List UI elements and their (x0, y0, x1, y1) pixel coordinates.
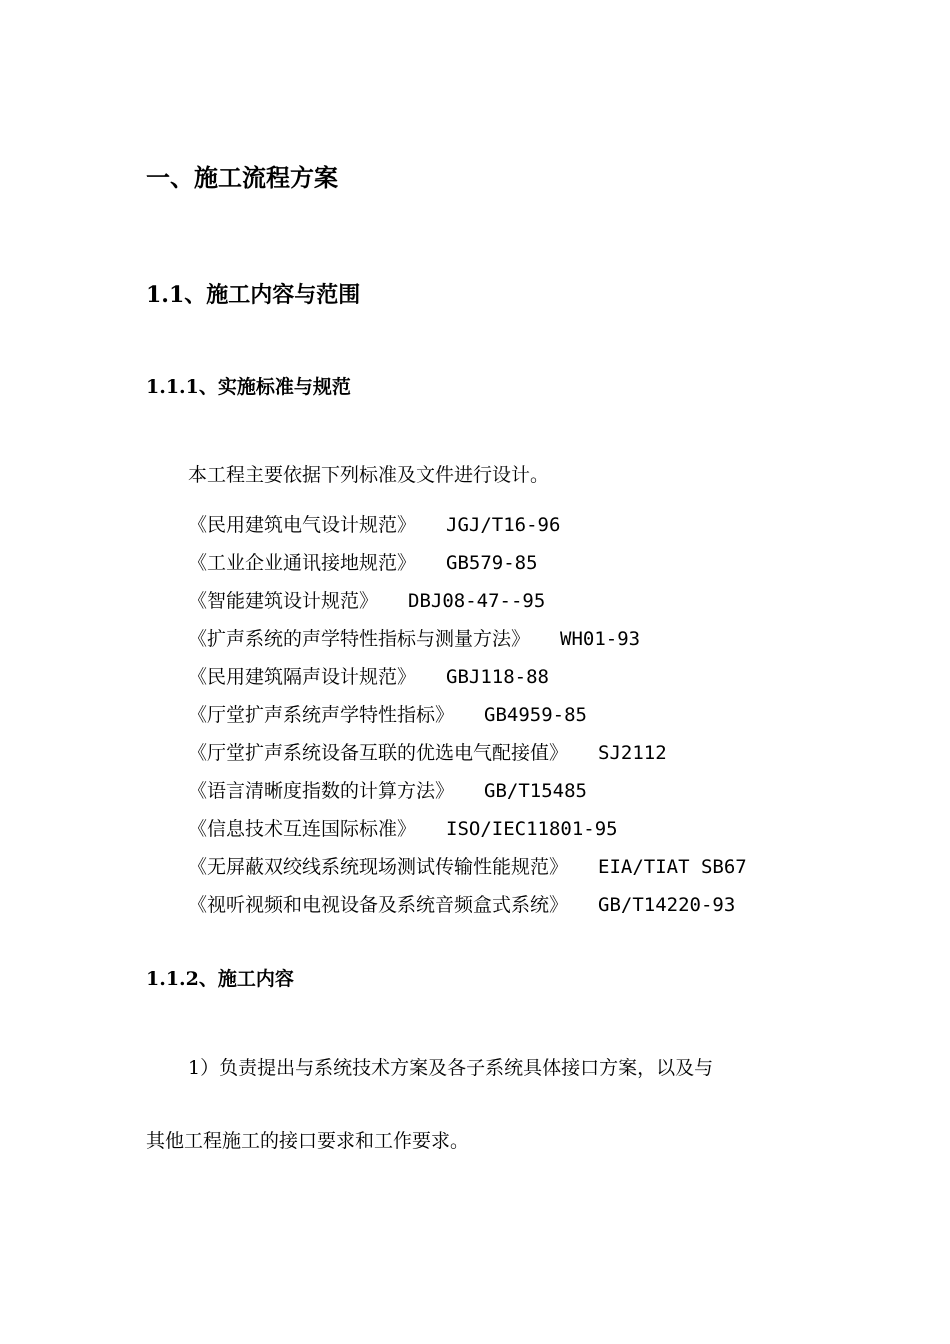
standard-name: 《视听视频和电视设备及系统音频盒式系统》 (188, 894, 569, 916)
standard-code: GB/T14220-93 (598, 894, 736, 916)
standard-item (188, 814, 747, 852)
standard-code: GB4959-85 (484, 704, 587, 726)
standard-item (188, 510, 747, 548)
subsection-heading-1-1-2: 1.1.2、施工内容 (146, 968, 294, 990)
standard-item (188, 852, 747, 890)
standard-name: 《扩声系统的声学特性指标与测量方法》 (188, 628, 531, 650)
standard-name: 《信息技术互连国际标准》 (188, 818, 417, 840)
standard-name: 《无屏蔽双绞线系统现场测试传输性能规范》 (188, 856, 569, 878)
standard-item (188, 624, 747, 662)
standard-code: GBJ118-88 (446, 666, 549, 688)
standard-code: ISO/IEC11801-95 (446, 818, 618, 840)
standard-name: 《智能建筑设计规范》 (188, 590, 379, 612)
chapter-heading: 一、施工流程方案 (146, 163, 338, 192)
standard-item (188, 662, 747, 700)
standard-name: 《厅堂扩声系统声学特性指标》 (188, 704, 455, 726)
standard-code: DBJ08-47--95 (408, 590, 546, 612)
standard-name: 《民用建筑电气设计规范》 (188, 514, 417, 536)
standard-code: SJ2112 (598, 742, 667, 764)
standard-code: JGJ/T16-96 (446, 514, 561, 536)
standard-name: 《语言清晰度指数的计算方法》 (188, 780, 455, 802)
standard-item (188, 700, 747, 738)
standard-item (188, 586, 747, 624)
section-heading-1-1: 1.1、施工内容与范围 (146, 282, 361, 308)
intro-paragraph: 本工程主要依据下列标准及文件进行设计。 (188, 464, 550, 486)
standard-name: 《厅堂扩声系统设备互联的优选电气配接值》 (188, 742, 569, 764)
standards-list (188, 510, 747, 928)
standard-code: GB579-85 (446, 552, 538, 574)
standard-item (188, 776, 747, 814)
subsection-heading-1-1-1: 1.1.1、实施标准与规范 (146, 376, 351, 398)
standard-item (188, 890, 747, 928)
standard-name: 《民用建筑隔声设计规范》 (188, 666, 417, 688)
standard-code: WH01-93 (560, 628, 641, 650)
standard-code: EIA/TIAT SB67 (598, 856, 747, 878)
standard-item (188, 738, 747, 776)
standard-item (188, 548, 747, 586)
standard-code: GB/T15485 (484, 780, 587, 802)
standard-name: 《工业企业通讯接地规范》 (188, 552, 417, 574)
paragraph-line-2: 其他工程施工的接口要求和工作要求。 (146, 1130, 470, 1152)
paragraph-line-1: 1）负责提出与系统技术方案及各子系统具体接口方案，以及与 (188, 1057, 714, 1079)
